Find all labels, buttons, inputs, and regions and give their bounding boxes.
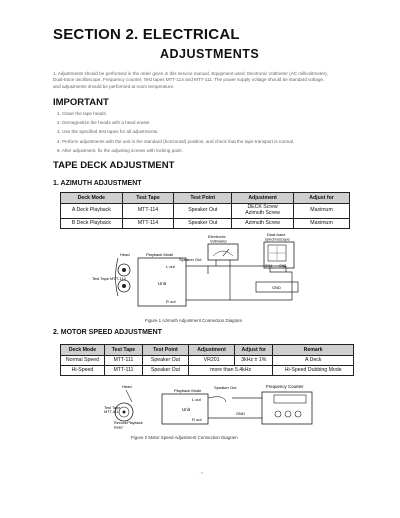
table-cell: Speaker Out	[142, 356, 188, 366]
diagram-label: Speaker Out	[214, 385, 237, 390]
section-title: SECTION 2. ELECTRICAL	[53, 26, 240, 43]
col-header: Test Tape	[122, 193, 174, 204]
diagram-label: MTT-111	[104, 410, 119, 414]
motor-heading: 2. MOTOR SPEED ADJUSTMENT	[53, 329, 162, 336]
diagram-label: Head	[122, 384, 132, 389]
col-header: Adjustment	[232, 193, 294, 204]
motor-speed-connection-diagram	[96, 382, 326, 432]
important-item: 2. Demagnetize the heads with a head eraser.	[57, 120, 151, 125]
figure-2-caption: Figure 2 Motor Speed Adjustment Connection Diagram	[131, 435, 238, 440]
table-cell: A Deck	[273, 356, 354, 366]
intro-line: and adjustments should be performed at room temperature.	[53, 83, 175, 89]
table-cell: MTT-111	[104, 356, 142, 366]
col-header: Adjustment	[188, 345, 234, 356]
diagram-label: Playback Mode	[174, 388, 202, 393]
diagram-label: Head	[120, 252, 130, 257]
intro-line: Dual-trace oscilloscope, Frequency counter, Test tapes MTT-114 and MTT-111. The power supply voltage should be standard voltage,	[53, 77, 325, 83]
diagram-label: Frequency Counter	[266, 384, 304, 389]
col-header: Remark	[273, 345, 354, 356]
table-row	[61, 219, 350, 229]
diagram-label: Voltmeter	[210, 238, 227, 244]
frequency-counter-icon	[262, 392, 312, 424]
azimuth-heading: 1. AZIMUTH ADJUSTMENT	[53, 180, 142, 187]
important-item: 5. After adjustment, fix the adjusting screws with locking paint.	[57, 148, 183, 153]
table-cell: A Deck Playback	[61, 204, 123, 219]
diagram-label: Test Tape MTT-114	[92, 276, 126, 281]
motor-speed-table	[60, 344, 354, 376]
diagram-label: Dual-trace	[267, 232, 286, 237]
table-cell: 3kHz ± 1%	[235, 356, 273, 366]
intro-paragraph	[53, 71, 350, 90]
important-item: 4. Perform adjustments with the unit in the standard (horizontal) position, and check that the tape transport is normal.	[57, 139, 295, 144]
table-cell: DECK Screw Azimuth Screw	[232, 204, 294, 219]
diagram-label: L out	[192, 397, 201, 402]
diagram-label	[92, 276, 127, 281]
table-cell: Azimuth Screw	[232, 219, 294, 229]
diagram-label: Speaker Out	[179, 257, 202, 262]
page-number: - 8 -	[199, 471, 205, 475]
table-cell: Maximum	[294, 219, 350, 229]
diagram-label: head	[114, 425, 123, 430]
col-header: Deck Mode	[61, 345, 105, 356]
col-header: Adjust for	[294, 193, 350, 204]
figure-1-caption: Figure 1 Azimuth Adjustment Connection Diagram	[145, 318, 243, 323]
table-cell: Speaker Out	[142, 366, 188, 376]
diagram-label: R out	[166, 299, 176, 304]
table-cell: Hi-Speed	[61, 366, 105, 376]
important-item: 3. Use the specified test tapes for all adjustments.	[57, 129, 159, 134]
diagram-label: Electronic	[208, 234, 226, 239]
table-header-row	[61, 193, 350, 204]
diagram-label: Test Tape	[104, 406, 121, 410]
section-subtitle: ADJUSTMENTS	[160, 47, 260, 61]
table-row	[61, 204, 350, 219]
diagram-label: GND	[272, 285, 281, 290]
table-cell: Speaker Out	[174, 204, 232, 219]
table-cell: Maximum	[294, 204, 350, 219]
col-header: Test Point	[142, 345, 188, 356]
tape-deck-heading: TAPE DECK ADJUSTMENT	[53, 160, 175, 171]
important-heading: IMPORTANT	[53, 97, 109, 108]
table-cell: VR201	[188, 356, 234, 366]
table-row	[61, 366, 354, 376]
table-cell: MTT-114	[122, 219, 174, 229]
diagram-label: Unit	[158, 281, 167, 286]
col-header: Test Tape	[104, 345, 142, 356]
diagram-label: Record/Playback	[114, 421, 143, 425]
table-cell: Speaker Out	[174, 219, 232, 229]
col-header: Deck Mode	[61, 193, 123, 204]
col-header: Test Point	[174, 193, 232, 204]
table-cell: B Deck Playback	[61, 219, 123, 229]
diagram-label: GND	[236, 411, 245, 416]
diagram-label: R out	[192, 417, 202, 422]
table-cell: MTT-114	[122, 204, 174, 219]
col-header: Adjust for	[235, 345, 273, 356]
table-cell: more than 5.4kHz	[188, 366, 272, 376]
important-item: 1. Clean the tape heads.	[57, 111, 108, 116]
table-cell: MTT-111	[104, 366, 142, 376]
intro-line: 1. Adjustments should be performed in the order given in this service manual. Equipment used: Electronic Voltmeter (AC millivoltmeter),	[53, 71, 328, 76]
diagram-label: Playback Mode	[146, 252, 174, 257]
diagram-label: CH1	[265, 264, 273, 268]
voltmeter-icon	[208, 244, 238, 260]
table-row	[61, 356, 354, 366]
diagram-label: L out	[166, 264, 175, 269]
table-cell: Hi-Speed Dubbing Mode	[273, 366, 354, 376]
diagram-label: CH2	[279, 264, 287, 268]
diagram-label: Unit	[182, 407, 191, 412]
table-cell: Normal Speed	[61, 356, 105, 366]
diagram-label: synchroscope	[265, 236, 290, 242]
table-header-row	[61, 345, 354, 356]
azimuth-table	[60, 192, 350, 229]
azimuth-connection-diagram	[80, 232, 330, 317]
